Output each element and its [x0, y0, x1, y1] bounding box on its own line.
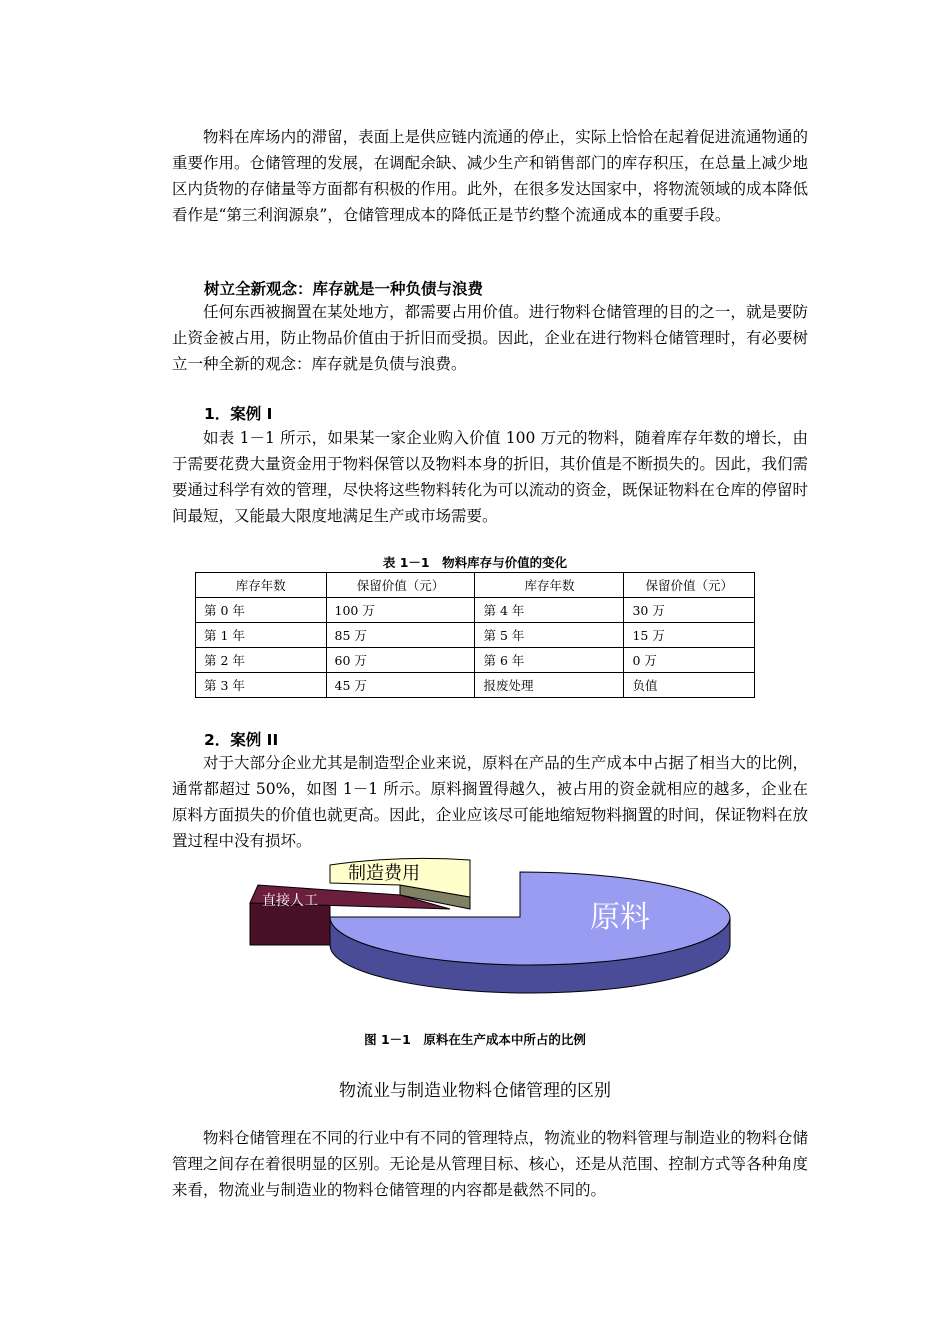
table-header-cell: 保留价值（元）	[326, 573, 475, 598]
pie-label: 原料	[590, 900, 650, 935]
table-cell: 30 万	[624, 598, 755, 623]
table-cell: 15 万	[624, 623, 755, 648]
table-cell: 第 5 年	[475, 623, 624, 648]
table-cell: 60 万	[326, 648, 475, 673]
paragraph-concept: 任何东西被搁置在某处地方，都需要占用价值。进行物料仓储管理的目的之一，就是要防止资金被占用，防止物品价值由于折旧而受损。因此，企业在进行物料仓储管理时，有必要树立一种全新的观念：库存就是负债与浪费。	[172, 303, 808, 373]
table-cell: 第 3 年	[196, 673, 327, 698]
paragraph-intro: 物料在库场内的滞留，表面上是供应链内流通的停止，实际上恰恰在起着促进流通物通的重要作用。仓储管理的发展，在调配余缺、减少生产和销售部门的库存积压，在总量上减少地区内货物的存储量等方面都有积极的作用。此外，在很多发达国家中，将物流领域的成本降低看作是“第三利润源泉”，仓储管理成本的降低正是节约整个流通成本的重要手段。	[172, 128, 808, 224]
table-cell: 报废处理	[475, 673, 624, 698]
table-row	[196, 598, 755, 623]
section-title: 物流业与制造业物料仓储管理的区别	[339, 1081, 611, 1101]
table-header-cell: 库存年数	[475, 573, 624, 598]
table-cell: 45 万	[326, 673, 475, 698]
table-cell: 第 2 年	[196, 648, 327, 673]
table-cell: 100 万	[326, 598, 475, 623]
paragraph-difference: 物料仓储管理在不同的行业中有不同的管理特点，物流业的物料管理与制造业的物料仓储管理之间存在着很明显的区别。无论是从管理目标、核心，还是从范围、控制方式等各种角度来看，物流业与制造业的物料仓储管理的内容都是截然不同的。	[172, 1129, 808, 1199]
table-cell: 负值	[624, 673, 755, 698]
table-row	[196, 673, 755, 698]
figure-caption: 图 1－1 原料在生产成本中所占的比例	[364, 1032, 586, 1047]
pie-slice-top	[330, 872, 730, 965]
table-header-row	[196, 573, 755, 598]
pie-slice-raw-material	[330, 872, 730, 993]
table-cell: 85 万	[326, 623, 475, 648]
table-cell: 第 6 年	[475, 648, 624, 673]
table-cell: 第 0 年	[196, 598, 327, 623]
table-cell: 第 1 年	[196, 623, 327, 648]
heading-new-concept: 树立全新观念：库存就是一种负债与浪费	[204, 280, 484, 298]
table-row	[196, 648, 755, 673]
pie-label: 制造费用	[348, 863, 420, 884]
heading-case-1: 1．案例 I	[204, 405, 273, 423]
paragraph-case-1: 如表 1－1 所示，如果某一家企业购入价值 100 万元的物料，随着库存年数的增长，由于需要花费大量资金用于物料保管以及物料本身的折旧，其价值是不断损失的。因此，我们需要通过科学有效的管理，尽快将这些物料转化为可以流动的资金，既保证物料在仓库的停留时间最短，又能最大限度地满足生产或市场需要。	[172, 429, 808, 525]
pie-label: 直接人工	[262, 893, 318, 909]
paragraph-case-2: 对于大部分企业尤其是制造型企业来说，原料在产品的生产成本中占据了相当大的比例，通常都超过 50%，如图 1－1 所示。原料搁置得越久，被占用的资金就相应的越多，企业在原料方面损失的价值也就更高。因此，企业应该尽可能地缩短物料搁置的时间，保证物料在放置过程中没有损坏。	[172, 754, 808, 850]
pie-slice-side	[250, 903, 330, 945]
table-header-cell: 保留价值（元）	[624, 573, 755, 598]
table-cell: 0 万	[624, 648, 755, 673]
inventory-value-table	[195, 572, 755, 698]
cost-pie-chart	[240, 855, 740, 1015]
table-cell: 第 4 年	[475, 598, 624, 623]
heading-case-2: 2．案例 II	[204, 731, 279, 749]
table-row	[196, 623, 755, 648]
table-caption: 表 1－1 物料库存与价值的变化	[382, 555, 568, 570]
table-header-cell: 库存年数	[196, 573, 327, 598]
